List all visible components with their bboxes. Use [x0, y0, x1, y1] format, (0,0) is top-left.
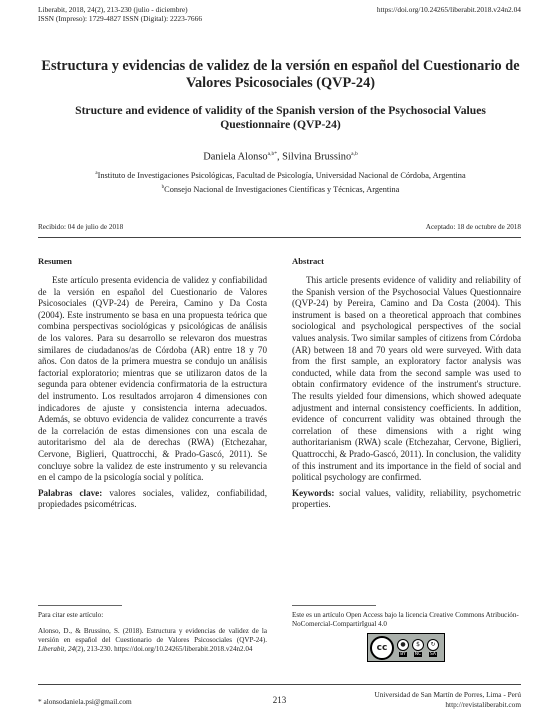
header-divider [38, 237, 521, 238]
affiliation-a-text: Instituto de Investigaciones Psicológicas, Facultad de Psicología, Universidad Nacional de Córdoba, Argentina [97, 171, 466, 180]
dates [38, 223, 521, 231]
abstract-heading: Abstract [292, 256, 324, 266]
affiliation-b-mark: b [161, 185, 165, 191]
abstract-body: This article presents evidence of validity and reliability of the Spanish version of the Psychosocial Values Questionnaire (QVP-24) by Pereira, Camino and Da Costa (2004). This instrument is based on a theoretical approach that combines sociological and psychological perspectives of the social values analysis. Two similar samples of citizens from Córdoba (AR) between 18 and 70 years old were surveyed. With data from the first sample, an exploratory factor analysis was conducted, while data from the second sample was used to obtain confirmatory evidence of the instrument's structure. The results yielded four dimensions, which showed adequate adjustment and internal consistency coefficients. In addition, evidence of concurrent validity was obtained through the correlation of these dimensions with a right wing authoritarianism (RWA) scale (Etchezahar, Cervone, Biglieri, Quattrocchi, & Prado-Gascó, 2011). In conclusion, the validity of this instrument and its importance in the field of social and political psychology are confirmed. [292, 275, 521, 483]
resumen-keywords [38, 488, 267, 511]
resumen-section [38, 256, 267, 511]
author-separator: , [276, 151, 283, 163]
citation-block [38, 611, 267, 654]
resumen-body: Este artículo presenta evidencia de validez y confiabilidad de la versión en español del Cuestionario de Valores Psicosociales (QVP-24) de Pereira, Camino y Da Costa (2004). Este instrumento se basa en una propuesta teórica que combina perspectivas sociológicas y psicológicas de análisis de los valores. Para su desarrollo se relevaron dos muestras similares de ciudadanos/as de Córdoba (AR) entre 18 y 70 años. Con datos de la primera muestra se condujo un análisis factorial exploratorio; mientras que se utilizaron datos de la segunda para obtener evidencia confirmatoria de la estructura del instrumento. Los resultados arrojaron 4 dimensiones con indicadores de ajuste y consistencia interna adecuados. Además, se obtuvo evidencia de validez concurrente a través de la correlación de estas dimensiones con una escala de autoritarismo del ala de derechas (RWA) (Etchezahar, Cervone, Biglieri, Quattrocchi, & Prado-Gascó, 2011). Se concluye sobre la validez de este instrumento y su relevancia en el campo de la psicología social y política. [38, 275, 267, 483]
keywords-es: valores sociales, validez, confiabilidad, propiedades psicométricas. [38, 487, 267, 510]
citation-journal: Liberabit, 24 [38, 645, 76, 654]
title-english: Structure and evidence of validity of the Spanish version of the Psychosocial Values Questionnaire (QVP-24) [75, 104, 486, 131]
share-alike-icon: ↻ [427, 639, 439, 651]
resumen-heading: Resumen [38, 256, 72, 266]
affiliation-a [40, 171, 521, 180]
abstract-section [292, 256, 521, 511]
author-1-affiliation: a,b* [267, 151, 277, 157]
keywords-en: social values, validity, reliability, psychometric properties. [292, 487, 521, 510]
cc-by [397, 639, 409, 657]
cc-sa-label: SA [429, 651, 437, 657]
title-spanish: Estructura y evidencias de validez de la versión en español del Cuestionario de Valores Psicosociales (QVP-24) [41, 58, 520, 91]
keywords-label-en: Keywords: [292, 487, 335, 498]
citation-text [38, 627, 267, 654]
affiliation-b [40, 185, 521, 194]
journal-line: Liberabit, 2018, 24(2), 213-230 (julio - diciembre) [38, 5, 188, 14]
accepted-date: Aceptado: 18 de octubre de 2018 [425, 223, 521, 231]
license-divider [292, 605, 376, 606]
abstract-keywords [292, 488, 521, 511]
cc-sa [427, 639, 439, 657]
footer-right [374, 690, 521, 709]
received-date: Recibido: 04 de julio de 2018 [38, 223, 124, 231]
citation-part-2: (2), 213-230. https://doi.org/10.24265/liberabit.2018.v24n2.04 [75, 645, 253, 654]
person-icon: ● [397, 639, 409, 651]
author-1: Daniela Alonso [203, 151, 268, 163]
university: Universidad de San Martín de Porres, Lima - Perú [374, 690, 521, 699]
cc-license-badge[interactable] [367, 633, 445, 662]
citation-divider [38, 605, 122, 606]
no-dollar-icon: $ [412, 639, 424, 651]
issn-line: ISSN (Impreso): 1729-4827 ISSN (Digital): 2223-7666 [38, 14, 203, 23]
keywords-label-es: Palabras clave: [38, 487, 103, 498]
citation-label: Para citar este artículo: [38, 611, 104, 619]
author-2-affiliation: a,b [351, 151, 358, 157]
cc-icon: cc [370, 636, 394, 660]
doi-link[interactable]: https://doi.org/10.24265/liberabit.2018.v24n2.04 [376, 5, 521, 14]
affiliation-b-text: Consejo Nacional de Investigaciones Científicas y Técnicas, Argentina [164, 185, 400, 194]
website-link[interactable]: http://revistaliberabit.com [445, 699, 521, 709]
footer-divider [38, 684, 521, 685]
authors [40, 151, 521, 162]
cc-by-label: BY [400, 651, 406, 657]
author-email[interactable]: * alonsodaniela.psi@gmail.com [38, 697, 132, 706]
license-text: Este es un artículo Open Access bajo la licencia Creative Commons Atribución-NoComercial-CompartirIgual 4.0 [292, 611, 519, 629]
cc-nc [412, 639, 424, 657]
citation-part-1: Alonso, D., & Brussino, S. (2018). Estructura y evidencias de validez de la versión en español del Cuestionario de Valores Psicosociales (QVP-24). [38, 627, 267, 645]
author-2: Silvina Brussino [282, 151, 352, 163]
cc-nc-label: NC [414, 651, 422, 657]
affiliation-a-mark: a [95, 171, 98, 177]
page-number: 213 [272, 695, 287, 705]
journal-header [38, 5, 202, 23]
